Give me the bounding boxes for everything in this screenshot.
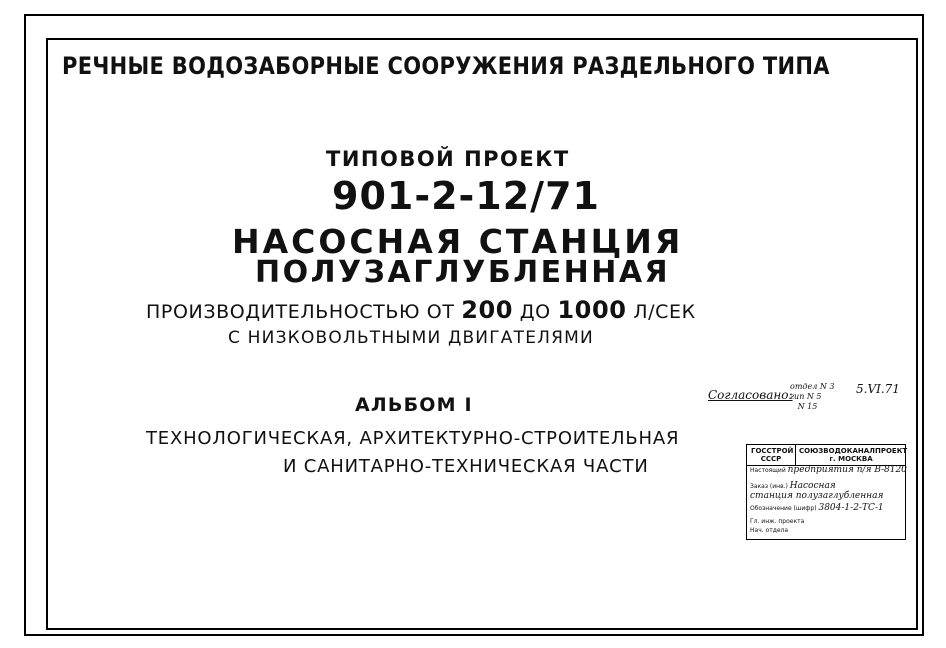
approval-signature: 5.VI.71: [856, 382, 900, 396]
series-title: РЕЧНЫЕ ВОДОЗАБОРНЫЕ СООРУЖЕНИЯ РАЗДЕЛЬНОГО ТИПА: [62, 52, 830, 80]
stamp-row6-label: Нач. отдела: [750, 527, 789, 534]
stamp-org-right: СОЮЗВОДОКАНАЛПРОЕКТ г. МОСКВА: [799, 447, 908, 463]
motors-line: С НИЗКОВОЛЬТНЫМИ ДВИГАТЕЛЯМИ: [228, 328, 594, 348]
stamp-row-6: [750, 527, 788, 534]
stamp-row2-value: Насосная: [789, 481, 836, 491]
stamp-row4-label: Обозначение (шифр): [750, 505, 817, 512]
parts-line-1: ТЕХНОЛОГИЧЕСКАЯ, АРХИТЕКТУРНО-СТРОИТЕЛЬНАЯ: [146, 428, 680, 449]
stamp-header: [747, 445, 908, 466]
title-stamp: [746, 444, 906, 540]
stamp-row-4: [750, 505, 884, 512]
capacity-line: [146, 296, 696, 324]
stamp-row3-value: станция полузаглубленная: [750, 491, 884, 501]
stamp-divider: [795, 445, 796, 465]
capacity-from: 200: [461, 296, 514, 324]
capacity-unit: Л/СЕК: [633, 301, 696, 323]
stamp-row1-value: предприятия п/я В-8120: [787, 465, 907, 475]
stamp-row-2: [750, 483, 836, 490]
stamp-row4-value: 3804-1-2-ТС-1: [818, 503, 884, 513]
approval-note: отдел N 3 гип N 5 N 15: [790, 382, 835, 411]
title-line-2: ПОЛУЗАГЛУБЛЕННАЯ: [255, 255, 671, 290]
stamp-org-left: ГОССТРОЙ СССР: [751, 447, 794, 463]
parts-line-2: И САНИТАРНО-ТЕХНИЧЕСКАЯ ЧАСТИ: [283, 456, 649, 477]
title-line-1: НАСОСНАЯ СТАНЦИЯ: [232, 222, 684, 261]
stamp-row-1: [750, 467, 907, 474]
capacity-prefix: ПРОИЗВОДИТЕЛЬНОСТЬЮ ОТ: [146, 301, 455, 323]
album-label: АЛЬБОМ I: [355, 394, 473, 416]
stamp-row-5: [750, 518, 804, 525]
approval-block: [708, 382, 922, 432]
capacity-to: 1000: [557, 296, 627, 324]
stamp-row1-label: Настоящий: [750, 467, 786, 474]
stamp-row5-label: Гл. инж. проекта: [750, 518, 805, 525]
capacity-mid: ДО: [519, 301, 551, 323]
stamp-row2-label: Заказ (инв.): [750, 483, 788, 490]
approval-label: Согласовано:: [708, 388, 793, 402]
stamp-row-3: [750, 493, 883, 500]
project-code: 901-2-12/71: [332, 174, 600, 218]
standard-project-label: ТИПОВОЙ ПРОЕКТ: [326, 147, 570, 171]
